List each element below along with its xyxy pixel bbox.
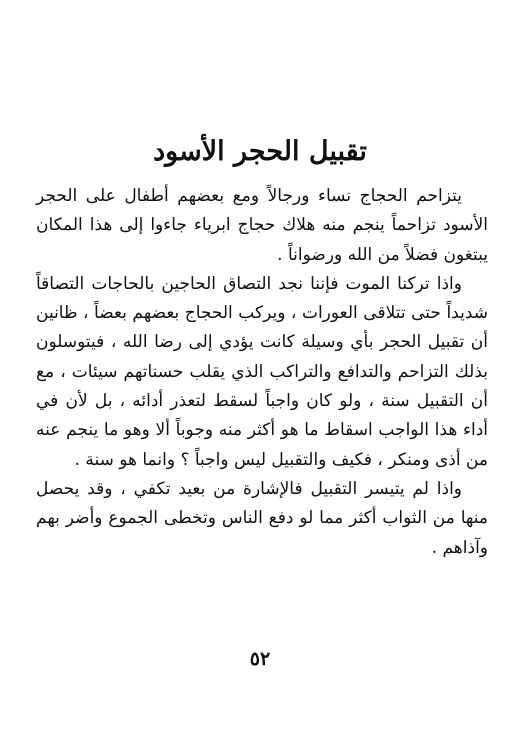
paragraph-3: واذا لم يتيسر التقبيل فالإشارة من بعيد تكفي ، وقد يحصل منها من الثواب أكثر مما لو دفع الناس وتخطى الجموع وأضر بهم وآذاهم . (36, 478, 488, 558)
page-title: تقبيل الحجر الأسود (153, 136, 367, 168)
body-text (36, 182, 488, 563)
paragraph-2: واذا تركنا الموت فإننا نجد التصاق الحاجين بالحاجات التصاقاً شديداً حتى تتلاقى العورات ، ويركب الحجاج بعضهم بعضاً ، ظانين أن تقبيل الحجر بأي وسيلة كانت يؤدي إلى رضا الله ، فيتوسلون بذلك التزاحم والتدافع والتراكب الذي يقلب حسناتهم سيئات ، مع أن التقبيل سنة ، ولو كان واجباً لسقط لتعذر أدائه ، بل لأن في أداء هذا الواجب اسقاط ما هو أكثر منه وجوباً ألا وهو ما ينجم عنه من أذى ومنكر ، فكيف والتقبيل ليس واجباً ؟ وانما هو سنة . (36, 273, 488, 470)
paragraph-1: يتزاحم الحجاج نساء ورجالاً ومع بعضهم أطفال على الحجر الأسود تزاحماً ينجم منه هلاك حجاج ابرياء جاءوا إلى هذا المكان يبتغون فضلاً من الله ورضواناً . (36, 186, 488, 265)
page-number: ٥٢ (249, 648, 271, 670)
